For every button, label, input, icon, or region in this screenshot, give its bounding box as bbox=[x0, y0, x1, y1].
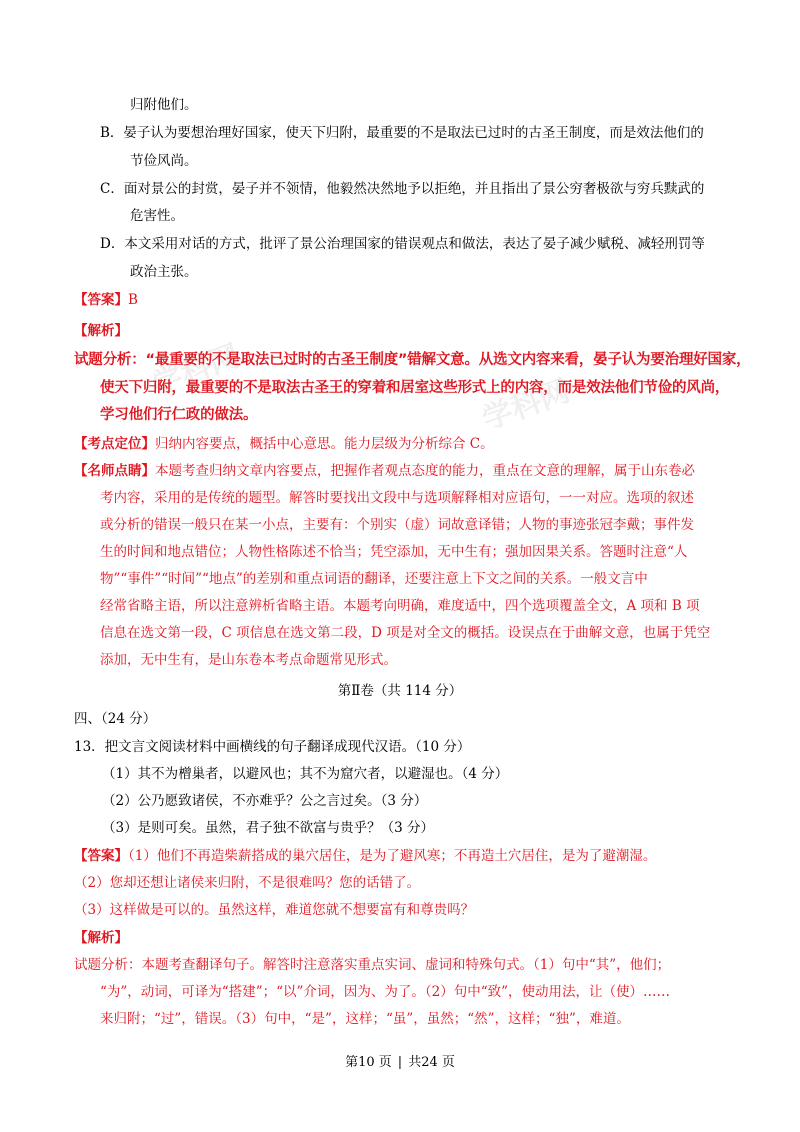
option-d-line1: D．本文采用对话的方式，批评了景公治理国家的错误观点和做法，表达了晏子减少赋税、减轻刑罚等 bbox=[100, 236, 705, 252]
q13-sentence-1: （1）其不为橧巢者，以避风也；其不为窟穴者，以避湿也。（4 分） bbox=[102, 766, 509, 782]
answer-1-label: 【答案】 bbox=[74, 292, 128, 308]
mingshi-line2: 考内容，采用的是传统的题型。解答时要找出文段中与选项解释相对应语句，一一对应。选项的叙述 bbox=[100, 490, 694, 506]
mingshi-line4: 生的时间和地点错位；人物性格陈述不恰当；凭空添加，无中生有；强加因果关系。答题时注意“人 bbox=[100, 544, 688, 560]
q13-sentence-2: （2）公乃愿致诸侯，不亦难乎？公之言过矣。（3 分） bbox=[102, 793, 428, 809]
mingshi-line5: 物”“事件”“时间”“地点”的差别和重点词语的翻译，还要注意上下文之间的关系。一般文言中 bbox=[100, 571, 648, 587]
analysis-1-line1: 试题分析：“最重要的不是取法已过时的古圣王制度”错解文意。从选文内容来看，晏子认为要治理好国家， bbox=[74, 352, 751, 368]
mingshi-line7: 信息在选文第一段，C 项信息在选文第二段，D 项是对全文的概括。设误点在于曲解文意，也属于凭空 bbox=[100, 625, 711, 641]
option-c-line1: C．面对景公的封赏，晏子并不领情，他毅然决然地予以拒绝，并且指出了景公穷奢极欲与穷兵黩武的 bbox=[100, 181, 705, 197]
q13-sentence-3: （3）是则可矣。虽然，君子独不欲富与贵乎？（3 分） bbox=[102, 820, 434, 836]
mingshi-label: 【名师点睛】 bbox=[74, 463, 155, 479]
option-b-line2: 节俭风尚。 bbox=[130, 153, 198, 169]
mingshi-line6: 经常省略主语，所以注意辨析省略主语。本题考向明确，难度适中，四个选项覆盖全文，A 项和 B 项 bbox=[100, 598, 700, 614]
answer-2-line1 bbox=[74, 847, 656, 865]
analysis-1-line3: 学习他们行仁政的做法。 bbox=[100, 407, 258, 423]
option-d-line2: 政治主张。 bbox=[130, 264, 198, 280]
page-total: 共24 页 bbox=[408, 1055, 455, 1070]
section-part: 四、（24 分） bbox=[74, 711, 157, 727]
page-number: 第10 页 bbox=[345, 1055, 392, 1070]
answer-1-value: B bbox=[128, 292, 138, 308]
answer-2-line3: （3）这样做是可以的。虽然这样，难道您就不想要富有和尊贵吗？ bbox=[74, 902, 475, 918]
mingshi-text-1: 本题考查归纳文章内容要点，把握作者观点态度的能力，重点在文意的理解，属于山东卷必 bbox=[155, 463, 695, 479]
watermark-right: 学科网 bbox=[477, 373, 575, 438]
footer-divider: | bbox=[397, 1055, 403, 1070]
mingshi-line3: 或分析的错误一般只在某一小点，主要有：个别实（虚）词故意译错；人物的事迹张冠李戴；事件发 bbox=[100, 517, 694, 533]
mingshi-line1 bbox=[74, 462, 695, 480]
answer-2-label: 【答案】 bbox=[74, 848, 128, 864]
watermark-left: 学科网 bbox=[147, 338, 245, 403]
option-c-line2: 危害性。 bbox=[130, 208, 184, 224]
answer-1 bbox=[74, 291, 138, 309]
analysis-2-line2: “为”，动词，可译为“搭建”；“以”介词，因为、为了。（2）句中“致”，使动用法，让（使）…… bbox=[100, 984, 671, 1000]
analysis-2-line1: 试题分析：本题考查翻译句子。解答时注意落实重点实词、虚词和特殊句式。（1）句中“其”，他们； bbox=[74, 957, 671, 973]
answer-2-line2: （2）您却还想让诸侯来归附，不是很难吗？您的话错了。 bbox=[74, 875, 421, 891]
analysis-2-line3: 来归附；“过”，错误。（3）句中，“是”，这样；“虽”，虽然；“然”，这样；“独”，难道。 bbox=[100, 1011, 630, 1027]
kaodian bbox=[74, 435, 494, 453]
answer-2-text-1: （1）他们不再造柴薪搭成的巢穴居住，是为了避风寒；不再造土穴居住，是为了避潮湿。 bbox=[128, 848, 657, 864]
section-title: 第Ⅱ卷（共 114 分） bbox=[337, 683, 463, 699]
q13-stem: 13．把文言文阅读材料中画横线的句子翻译成现代汉语。（10 分） bbox=[74, 739, 471, 755]
analysis-1-line2: 使天下归附，最重要的不是取法古圣王的穿着和居室这些形式上的内容，而是效法他们节俭的风尚， bbox=[100, 380, 730, 396]
kaodian-label: 【考点定位】 bbox=[74, 436, 155, 452]
option-a-tail: 归附他们。 bbox=[130, 97, 198, 113]
analysis-1-label: 【解析】 bbox=[74, 323, 128, 339]
option-b-line1: B．晏子认为要想治理好国家，使天下归附，最重要的不是取法已过时的古圣王制度，而是效法他们的 bbox=[100, 125, 704, 141]
mingshi-line8: 添加，无中生有，是山东卷本考点命题常见形式。 bbox=[100, 652, 397, 668]
kaodian-text: 归纳内容要点，概括中心意思。能力层级为分析综合 C。 bbox=[155, 436, 494, 452]
analysis-2-label: 【解析】 bbox=[74, 930, 128, 946]
page-footer bbox=[0, 1051, 800, 1070]
